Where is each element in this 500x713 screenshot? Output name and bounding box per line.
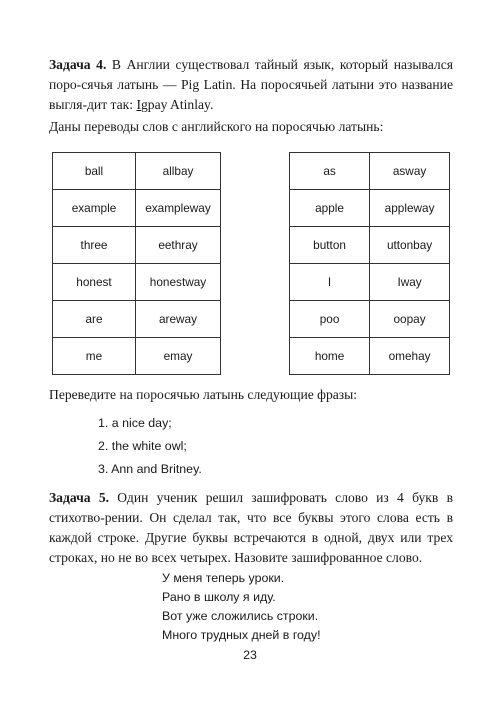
pig-latin-word: eethray — [136, 227, 221, 264]
english-word: poo — [290, 301, 370, 338]
igpay-first-letter: I — [136, 97, 141, 112]
pig-latin-word: exampleway — [136, 190, 221, 227]
english-word: button — [290, 227, 370, 264]
english-word: ball — [53, 153, 136, 190]
table-row — [53, 227, 221, 264]
poem-line: У меня теперь уроки. — [162, 571, 285, 585]
pig-latin-word: honestway — [136, 264, 221, 301]
table-row — [53, 301, 221, 338]
english-word: home — [290, 338, 370, 375]
english-word: me — [53, 338, 136, 375]
poem — [162, 569, 321, 645]
english-word: as — [290, 153, 370, 190]
pig-latin-word: allbay — [136, 153, 221, 190]
pig-latin-word: Iway — [370, 264, 450, 301]
intro-text: Даны переводы слов с английского на поросячью латынь: — [49, 119, 384, 134]
pig-latin-word: emay — [136, 338, 221, 375]
poem-line: Много трудных дней в году! — [162, 628, 321, 642]
english-word: example — [53, 190, 136, 227]
english-word: I — [290, 264, 370, 301]
pig-latin-term: Pig Latin — [181, 77, 233, 92]
phrase-item: 1. a nice day; — [98, 416, 172, 430]
pig-latin-word: asway — [370, 153, 450, 190]
translation-table-right — [289, 152, 450, 375]
task4-label: Задача 4. — [49, 57, 107, 72]
poem-line: Вот уже сложились строки. — [162, 609, 319, 623]
task4-text-1: В Англии существовал тайный язык, который назывался поро-сячья латынь — — [49, 57, 453, 92]
page-number: 23 — [243, 648, 257, 662]
table-row — [290, 153, 450, 190]
task5-paragraph — [49, 488, 453, 568]
english-word: three — [53, 227, 136, 264]
pig-latin-word: oopay — [370, 301, 450, 338]
table-row — [53, 153, 221, 190]
table-row — [290, 338, 450, 375]
pig-latin-word: omehay — [370, 338, 450, 375]
english-word: honest — [53, 264, 136, 301]
phrase-item: 3. Ann and Britney. — [98, 462, 202, 476]
phrase-list — [98, 412, 202, 481]
table-row — [53, 190, 221, 227]
task4-paragraph — [49, 55, 453, 115]
table-row — [290, 190, 450, 227]
igpay-rest: gpay Atinlay. — [140, 97, 214, 112]
table-row — [290, 264, 450, 301]
table-row — [53, 264, 221, 301]
task4-text-2: . На поросячьей латыни это название выгля-дит так: — [49, 77, 453, 112]
english-word: are — [53, 301, 136, 338]
task5-label: Задача 5. — [49, 490, 110, 505]
table-row — [290, 227, 450, 264]
phrase-item: 2. the white owl; — [98, 439, 187, 453]
table-row — [53, 338, 221, 375]
english-word: apple — [290, 190, 370, 227]
translate-prompt: Переведите на поросячью латынь следующие фразы: — [49, 387, 358, 402]
poem-line: Рано в школу я иду. — [162, 590, 276, 604]
pig-latin-word: uttonbay — [370, 227, 450, 264]
table-row — [290, 301, 450, 338]
task5-text: Один ученик решил зашифровать слово из 4 букв в стихотво-рении. Он сделал так, что все буквы этого слова есть в каждой строке. Другие буквы встречаются в одной, двух или трех строках, но не во всех четырех. Назовите зашифрованное слово. — [49, 490, 453, 565]
pig-latin-word: areway — [136, 301, 221, 338]
pig-latin-word: appleway — [370, 190, 450, 227]
translation-table-left — [52, 152, 221, 375]
